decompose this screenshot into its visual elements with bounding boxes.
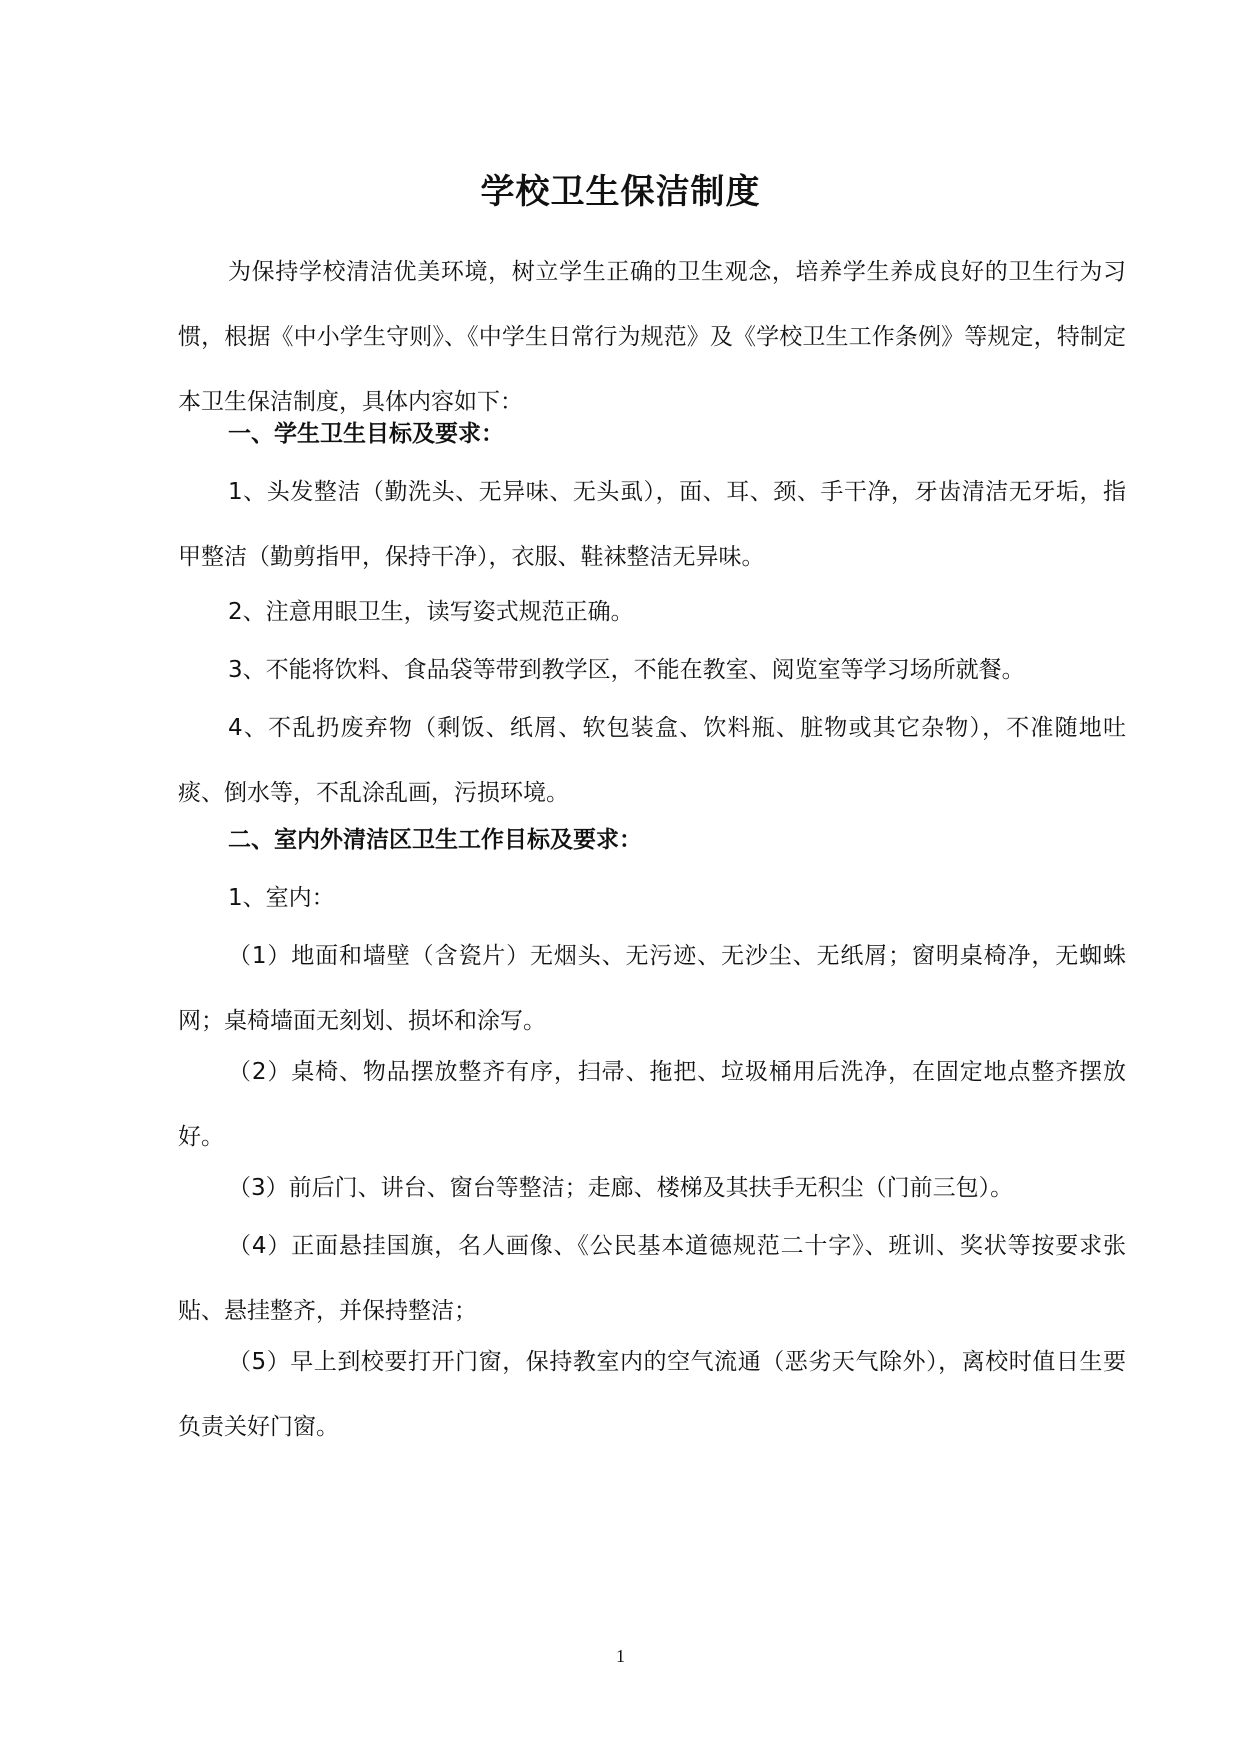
indoor-requirement-5: （5）早上到校要打开门窗，保持教室内的空气流通（恶劣天气除外），离校时值日生要负责关好门窗。	[178, 1349, 1126, 1440]
document-title: 学校卫生保洁制度	[480, 172, 761, 212]
student-requirement-3: 3、不能将饮料、食品袋等带到教学区，不能在教室、阅览室等学习场所就餐。	[228, 657, 1025, 683]
section-heading-cleaning-areas: 二、室内外清洁区卫生工作目标及要求：	[228, 827, 642, 853]
indoor-requirement-2: （2）桌椅、物品摆放整齐有序，扫帚、拖把、垃圾桶用后洗净，在固定地点整齐摆放好。	[178, 1059, 1126, 1150]
indoor-subheading: 1、室内：	[228, 885, 335, 911]
page-number: 1	[616, 1646, 625, 1666]
indoor-requirement-1: （1）地面和墙壁（含瓷片）无烟头、无污迹、无沙尘、无纸屑；窗明桌椅净，无蜘蛛网；桌椅墙面无刻划、损坏和涂写。	[178, 943, 1126, 1034]
student-requirement-2: 2、注意用眼卫生，读写姿式规范正确。	[228, 599, 634, 625]
student-requirement-4: 4、不乱扔废弃物（剩饭、纸屑、软包装盒、饮料瓶、脏物或其它杂物），不准随地吐痰、倒水等，不乱涂乱画，污损环境。	[178, 715, 1126, 806]
intro-paragraph: 为保持学校清洁优美环境，树立学生正确的卫生观念，培养学生养成良好的卫生行为习惯，根据《中小学生守则》、《中学生日常行为规范》及《学校卫生工作条例》等规定，特制定本卫生保洁制度，具体内容如下：	[178, 259, 1126, 415]
indoor-requirement-3: （3）前后门、讲台、窗台等整洁；走廊、楼梯及其扶手无积尘（门前三包）。	[228, 1175, 1014, 1201]
indoor-requirement-4: （4）正面悬挂国旗，名人画像、《公民基本道德规范二十字》、班训、奖状等按要求张贴、悬挂整齐，并保持整洁；	[178, 1233, 1126, 1324]
student-requirement-1: 1、头发整洁（勤洗头、无异味、无头虱），面、耳、颈、手干净，牙齿清洁无牙垢，指甲整洁（勤剪指甲，保持干净），衣服、鞋袜整洁无异味。	[178, 479, 1126, 570]
section-heading-student-hygiene: 一、学生卫生目标及要求：	[228, 421, 504, 447]
